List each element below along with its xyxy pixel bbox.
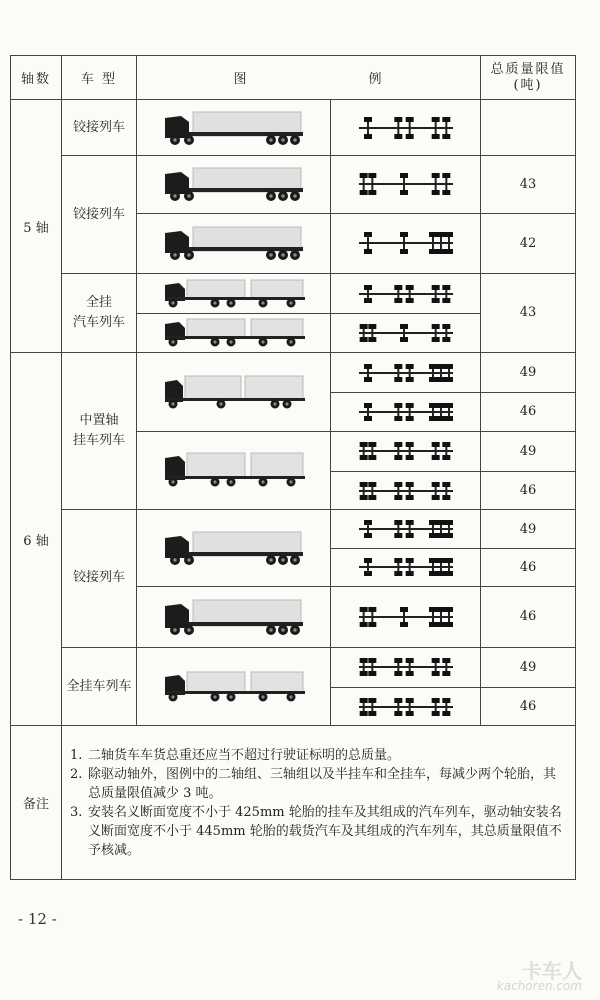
axle-diagram-icon <box>351 401 461 423</box>
vehicle-type-6-0 <box>62 352 137 510</box>
header-mass-limit-unit: (吨) <box>513 77 543 93</box>
axle-config <box>331 314 481 352</box>
watermark-url: kachoren.com <box>496 979 582 993</box>
vehicle-type-6-0-text: 中置轴 挂车列车 <box>72 413 125 449</box>
vehicle-type-6-7: 全挂车列车 <box>62 647 137 726</box>
semi-tractor-icon <box>159 223 309 263</box>
axle-config <box>331 352 481 392</box>
center-axle-truck-icon <box>159 450 309 490</box>
semi-tractor-icon <box>159 596 309 638</box>
mass-limit-6-4: 49 <box>481 510 576 548</box>
mass-limit-6-5: 46 <box>481 548 576 586</box>
truck-image <box>137 100 331 156</box>
header-vehicle-type: 车 型 <box>62 56 137 100</box>
vehicle-type-5-1: 铰接列车 <box>62 155 137 273</box>
remark-text: 除驱动轴外，图例中的二轴组、三轴组以及半挂车和全挂车，每减少两个轮胎，其总质量限值减少 3 吨。 <box>88 766 557 801</box>
mass-limit-5-2: 42 <box>481 213 576 274</box>
semi-tractor-icon <box>159 164 309 204</box>
axle-config <box>331 274 481 314</box>
axle-config <box>331 548 481 586</box>
axle-config <box>331 431 481 471</box>
axle-config <box>331 587 481 648</box>
mass-limit-6-1: 46 <box>481 393 576 431</box>
semi-tractor-icon <box>159 108 309 148</box>
vehicle-type-5-0: 铰接列车 <box>62 100 137 156</box>
axle-diagram-icon <box>351 440 461 462</box>
truck-image <box>137 431 331 510</box>
axle-config <box>331 510 481 548</box>
semi-tractor-icon <box>159 528 309 568</box>
axle-config <box>331 647 481 687</box>
center-axle-truck-icon <box>159 372 309 412</box>
watermark-name: 卡车人 <box>522 959 582 983</box>
mass-limit-5-1: 43 <box>481 155 576 213</box>
remark-item: 1. 二轴货车车货总重还应当不超过行驶证标明的总质量。 <box>70 747 401 763</box>
axle-diagram-icon <box>351 362 461 384</box>
axle-config <box>331 471 481 509</box>
axle-count-5: 5 轴 <box>11 100 62 352</box>
remark-item: 2. 除驱动轴外，图例中的二轴组、三轴组以及半挂车和全挂车，每减少两个轮胎，其总质量限值减少 3 吨。 <box>70 765 565 803</box>
mass-limit-6-0: 49 <box>481 352 576 392</box>
mass-limit-6-3: 46 <box>481 471 576 509</box>
axle-diagram-icon <box>351 518 461 540</box>
truck-image <box>137 510 331 587</box>
axle-diagram-icon <box>351 115 461 141</box>
axle-config <box>331 393 481 431</box>
full-trailer-truck-icon <box>159 277 309 311</box>
truck-image <box>137 587 331 648</box>
truck-image <box>137 352 331 431</box>
vehicle-type-6-4: 铰接列车 <box>62 510 137 647</box>
axle-config <box>331 688 481 726</box>
truck-image <box>137 155 331 213</box>
axle-diagram-icon <box>351 322 461 344</box>
truck-image <box>137 647 331 726</box>
mass-limit-6-2: 49 <box>481 431 576 471</box>
axle-diagram-icon <box>351 480 461 502</box>
header-mass-limit-line1: 总质量限值 <box>490 61 566 77</box>
full-trailer-truck-icon <box>159 669 309 705</box>
truck-image <box>137 274 331 314</box>
axle-diagram-icon <box>351 556 461 578</box>
axle-config <box>331 100 481 156</box>
remark-text: 安装名义断面宽度不小于 425mm 轮胎的挂车及其组成的汽车列车，驱动轴安装名义断面宽度不小于 445mm 轮胎的载货汽车及其组成的汽车列车，其总质量限值不予核减。 <box>88 804 562 858</box>
watermark-logo <box>432 955 582 995</box>
axle-diagram-icon <box>351 605 461 629</box>
vehicle-mass-limit-table <box>10 55 576 880</box>
page-number: - 12 - <box>18 910 57 928</box>
truck-image <box>137 314 331 352</box>
mass-limit-6-6: 46 <box>481 587 576 648</box>
header-mass-limit <box>481 56 576 100</box>
vehicle-type-5-3 <box>62 274 137 353</box>
axle-diagram-icon <box>351 283 461 305</box>
mass-limit-6-7: 49 <box>481 647 576 687</box>
axle-count-6: 6 轴 <box>11 352 62 726</box>
axle-diagram-icon <box>351 171 461 197</box>
axle-diagram-icon <box>351 696 461 718</box>
truck-image <box>137 213 331 274</box>
remark-item: 3. 安装名义断面宽度不小于 425mm 轮胎的挂车及其组成的汽车列车，驱动轴安装名义断面宽度不小于 445mm 轮胎的载货汽车及其组成的汽车列车，其总质量限值不予核减。 <box>70 803 565 860</box>
remarks-content <box>62 726 576 880</box>
mass-limit-6-8: 46 <box>481 688 576 726</box>
mass-limit-5-3: 43 <box>481 274 576 353</box>
header-axles: 轴数 <box>11 56 62 100</box>
full-trailer-truck-icon <box>159 316 309 350</box>
header-diagram: 图 例 <box>137 56 481 100</box>
remark-text: 二轴货车车货总重还应当不超过行驶证标明的总质量。 <box>88 747 401 763</box>
remarks-label: 备注 <box>11 726 62 880</box>
vehicle-type-5-3-text: 全挂 汽车列车 <box>72 294 125 330</box>
axle-diagram-icon <box>351 230 461 256</box>
axle-config <box>331 213 481 274</box>
axle-config <box>331 155 481 213</box>
axle-diagram-icon <box>351 656 461 678</box>
mass-limit-5-0 <box>481 100 576 156</box>
